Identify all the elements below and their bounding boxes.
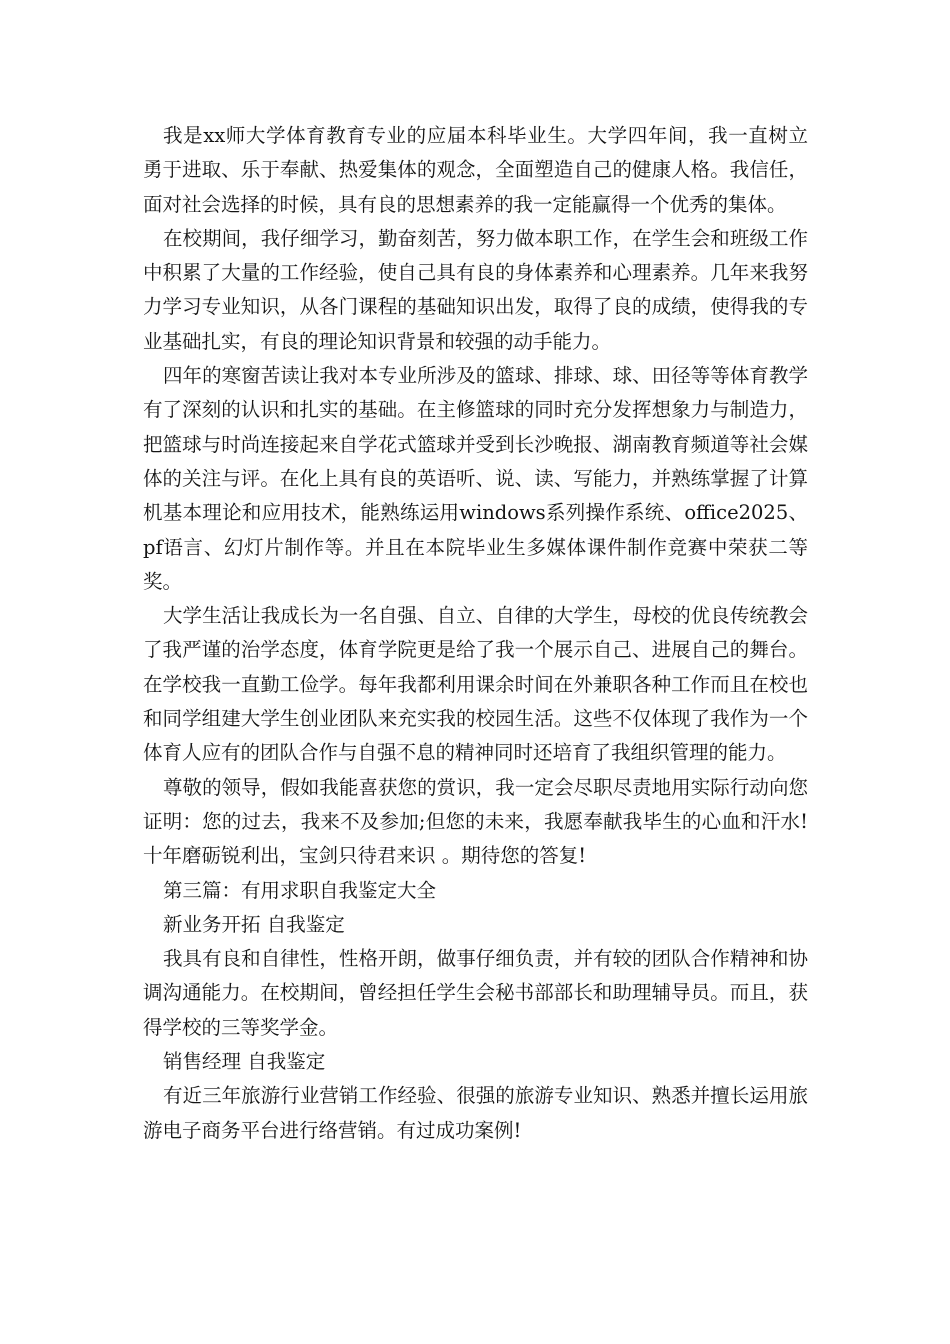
paragraph-business: 我具有良和自律性，性格开朗，做事仔细负责，并有较的团队合作精神和协调沟通能力。在校期间，曾经担任学生会秘书部部长和助理辅导员。而且，获得学校的三等奖学金。 [143,947,808,1039]
subsection-title-sales: 销售经理 自我鉴定 [163,1050,326,1074]
paragraph-skills: 四年的寒窗苦读让我对本专业所涉及的篮球、排球、球、田径等等体育教学有了深刻的认识和扎实的基础。在主修篮球的同时充分发挥想象力与制造力，把篮球与时尚连接起来自学花式篮球并受到长沙晚报、湖南教育频道等社会媒体的关注与评。在化上具有良的英语听、说、读、写能力，并熟练掌握了计算机基本理论和应用技术，能熟练运用windows系列操作系统、office2025、pf语言、幻灯片制作等。并且在本院毕业生多媒体课件制作竞赛中荣获二等奖。 [143,364,808,593]
document-body [143,119,808,1148]
paragraph-study: 在校期间，我仔细学习，勤奋刻苦，努力做本职工作，在学生会和班级工作中积累了大量的工作经验，使自己具有良的身体素养和心理素养。几年来我努力学习专业知识，从各门课程的基础知识出发，取得了良的成绩，使得我的专业基础扎实，有良的理论知识背景和较强的动手能力。 [143,226,808,353]
paragraph-closing: 尊敬的领导，假如我能喜获您的赏识，我一定会尽职尽责地用实际行动向您证明：您的过去，我来不及参加;但您的未来，我愿奉献我毕生的心血和汗水!十年磨砺锐利出，宝剑只待君来识 。期待您的答复! [143,775,808,868]
paragraph-campus-life: 大学生活让我成长为一名自强、自立、自律的大学生，母校的优良传统教会了我严谨的治学态度，体育学院更是给了我一个展示自己、进展自己的舞台。在学校我一直勤工俭学。每年我都利用课余时间在外兼职各种工作而且在校也和同学组建大学生创业团队来充实我的校园生活。这些不仅体现了我作为一个体育人应有的团队合作与自强不息的精神同时还培育了我组织管理的能力。 [143,604,808,765]
section-title: 第三篇：有用求职自我鉴定大全 [163,878,437,902]
paragraph-sales: 有近三年旅游行业营销工作经验、很强的旅游专业知识、熟悉并擅长运用旅游电子商务平台进行络营销。有过成功案例! [143,1084,808,1142]
paragraph-intro: 我是xx师大学体育教育专业的应届本科毕业生。大学四年间，我一直树立勇于进取、乐于奉献、热爱集体的观念，全面塑造自己的健康人格。我信任，面对社会选择的时候，具有良的思想素养的我一定能赢得一个优秀的集体。 [143,124,808,216]
subsection-title-business: 新业务开拓 自我鉴定 [163,912,345,936]
